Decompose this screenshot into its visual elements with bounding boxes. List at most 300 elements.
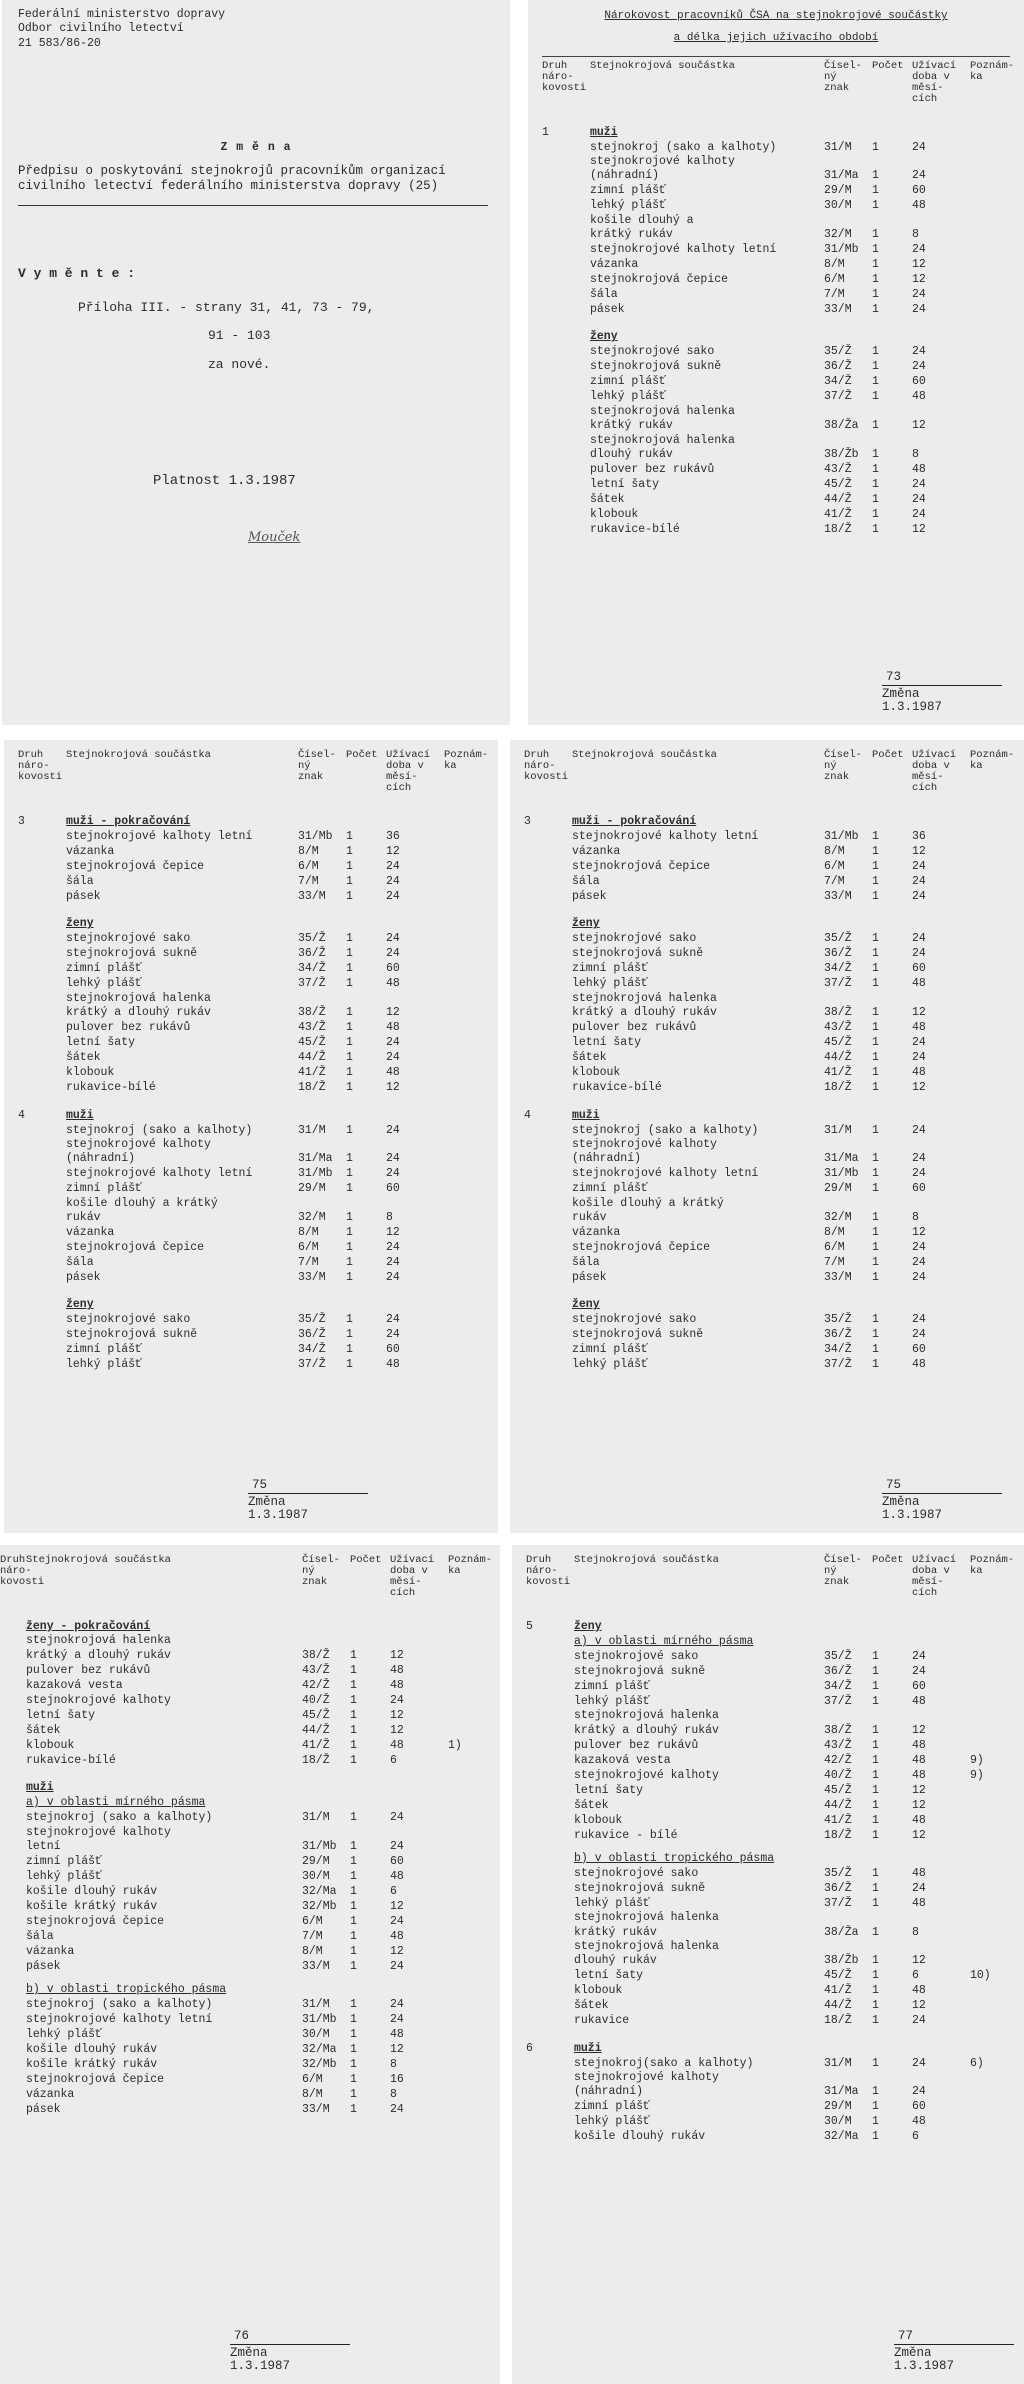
item-name: pásek	[66, 890, 101, 904]
item-period: 12	[912, 1828, 926, 1842]
header-note: Poznám- ka	[970, 1554, 1015, 1578]
item-period: 48	[912, 1753, 926, 1767]
table-row	[524, 1123, 1010, 1138]
header-period: Užívací doba v měsí- cích	[386, 749, 431, 795]
item-code: 37/Ž	[824, 1695, 852, 1709]
item-code: 37/Ž	[824, 390, 852, 404]
item-name: stejnokrojová halenka krátký a dlouhý rukáv	[574, 1709, 719, 1737]
item-count: 1	[872, 288, 879, 302]
item-period: 48	[390, 1738, 404, 1752]
item-name: stejnokrojové sako	[572, 932, 697, 946]
item-count: 1	[350, 1753, 357, 1767]
item-code: 6/M	[302, 1914, 323, 1928]
item-name: pásek	[26, 1959, 61, 1973]
table-body	[0, 1811, 488, 1975]
item-count: 1	[872, 303, 879, 317]
item-count: 1	[872, 875, 879, 889]
item-code: 45/Ž	[824, 1783, 852, 1797]
table-row	[526, 2115, 1010, 2130]
item-period: 48	[386, 977, 400, 991]
item-name: zimní plášť	[66, 962, 142, 976]
item-code: 38/Ža	[824, 1925, 859, 1939]
table-row	[18, 947, 484, 962]
item-count: 1	[872, 1081, 879, 1095]
table-row	[0, 1708, 488, 1723]
item-period: 60	[912, 1343, 926, 1357]
group-row	[524, 1293, 1010, 1312]
change-date: Změna 1.3.1987	[230, 2345, 291, 2374]
item-code: 42/Ž	[302, 1678, 330, 1692]
item-period: 24	[912, 345, 926, 359]
table-header	[526, 1554, 1015, 1600]
item-count: 1	[872, 199, 879, 213]
item-period: 24	[386, 1313, 400, 1327]
table-row	[524, 1343, 1010, 1358]
item-name: šátek	[572, 1051, 607, 1065]
item-code: 6/M	[824, 1241, 845, 1255]
item-period: 24	[912, 2085, 926, 2099]
subgroup-row	[526, 1851, 1010, 1866]
table-row	[0, 2057, 488, 2072]
item-code: 33/M	[298, 890, 326, 904]
item-period: 48	[912, 1695, 926, 1709]
table-row	[526, 1768, 1010, 1783]
table-row	[542, 492, 1010, 507]
druh-value: 5	[526, 1620, 533, 1634]
item-period: 24	[386, 860, 400, 874]
table-row	[18, 1197, 484, 1226]
table-row	[18, 1240, 484, 1255]
table-row	[526, 1999, 1010, 2014]
item-code: 37/Ž	[298, 977, 326, 991]
item-count: 1	[346, 1021, 353, 1035]
table-row	[526, 1649, 1010, 1664]
header-count: Počet	[350, 1554, 382, 1566]
item-name: zimní plášť	[572, 1182, 648, 1196]
item-code: 44/Ž	[824, 1798, 852, 1812]
item-code: 31/M	[824, 140, 852, 154]
item-period: 24	[912, 1881, 926, 1895]
item-count: 1	[350, 1854, 357, 1868]
item-name: košile dlouhý a krátký rukáv	[590, 213, 694, 242]
item-name: rukavice-bílé	[572, 1081, 662, 1095]
item-period: 60	[912, 184, 926, 198]
table-row	[524, 1328, 1010, 1343]
item-period: 24	[912, 875, 926, 889]
item-code: 7/M	[824, 288, 845, 302]
item-count: 1	[872, 1665, 879, 1679]
table-row	[526, 1664, 1010, 1679]
item-name: pulover bez rukávů	[572, 1021, 697, 1035]
item-count: 1	[872, 228, 879, 242]
item-code: 41/Ž	[824, 1066, 852, 1080]
table-row	[18, 977, 484, 992]
item-count: 1	[872, 345, 879, 359]
item-code: 18/Ž	[302, 1753, 330, 1767]
item-period: 36	[386, 830, 400, 844]
item-count: 1	[350, 2087, 357, 2101]
group-label: muži - pokračování	[66, 815, 191, 829]
druh-row	[524, 810, 1010, 829]
item-code: 32/Mb	[302, 2057, 337, 2071]
table-row	[18, 1036, 484, 1051]
item-name: šála	[572, 875, 600, 889]
item-period: 60	[386, 1343, 400, 1357]
item-name: vázanka	[26, 1944, 75, 1958]
header-period: Užívací doba v měsí- cích	[912, 749, 957, 795]
item-code: 29/M	[824, 1182, 852, 1196]
item-code: 44/Ž	[824, 492, 852, 506]
table-row	[0, 1663, 488, 1678]
item-name: stejnokrojová čepice	[26, 2072, 165, 2086]
item-code: 30/M	[824, 199, 852, 213]
item-period: 60	[912, 1182, 926, 1196]
item-period: 12	[912, 845, 926, 859]
item-code: 36/Ž	[824, 947, 852, 961]
item-name: stejnokrojové sako	[574, 1650, 699, 1664]
item-count: 1	[346, 1182, 353, 1196]
item-period: 48	[912, 1813, 926, 1827]
table-body	[542, 345, 1010, 538]
item-code: 33/M	[824, 1271, 852, 1285]
item-code: 31/Mb	[824, 830, 859, 844]
table-row	[542, 375, 1010, 390]
header-note: Poznám- ka	[448, 1554, 493, 1578]
item-code: 38/Ž	[824, 1006, 852, 1020]
item-period: 8	[912, 1211, 919, 1225]
item-count: 1	[872, 1680, 879, 1694]
item-code: 31/M	[824, 1123, 852, 1137]
druh-row	[18, 810, 484, 829]
item-name: stejnokrojové kalhoty letní	[66, 830, 253, 844]
item-count: 1	[872, 1036, 879, 1050]
item-code: 43/Ž	[302, 1663, 330, 1677]
item-name: stejnokrojová halenka krátký a dlouhý rukáv	[26, 1634, 171, 1662]
item-count: 1	[872, 522, 879, 536]
item-code: 18/Ž	[298, 1081, 326, 1095]
item-count: 1	[872, 1896, 879, 1910]
item-period: 24	[912, 1167, 926, 1181]
druh-row	[526, 2037, 1010, 2056]
item-period: 48	[386, 1358, 400, 1372]
item-count: 1	[872, 1226, 879, 1240]
item-count: 1	[872, 169, 879, 183]
item-code: 36/Ž	[824, 1328, 852, 1342]
item-period: 60	[912, 962, 926, 976]
table-row	[524, 1313, 1010, 1328]
item-code: 35/Ž	[824, 1866, 852, 1880]
item-count: 1	[346, 1006, 353, 1020]
item-code: 35/Ž	[298, 1313, 326, 1327]
table-body	[18, 1313, 484, 1373]
item-count: 1	[350, 2027, 357, 2041]
item-name: vázanka	[26, 2087, 75, 2101]
item-period: 48	[912, 390, 926, 404]
item-code: 8/M	[824, 1226, 845, 1240]
item-count: 1	[350, 2072, 357, 2086]
item-name: stejnokrojové kalhoty letní	[590, 243, 777, 257]
header-count: Počet	[872, 1554, 904, 1566]
item-name: stejnokrojová sukně	[590, 360, 722, 374]
item-period: 12	[912, 419, 926, 433]
item-code: 41/Ž	[298, 1066, 326, 1080]
item-period: 6	[912, 2130, 919, 2144]
page-73	[528, 0, 1024, 725]
item-period: 60	[386, 962, 400, 976]
table-row	[542, 242, 1010, 257]
item-name: košile dlouhý rukáv	[26, 1884, 158, 1898]
item-code: 31/Ma	[824, 1152, 859, 1166]
item-count: 1	[346, 1313, 353, 1327]
item-name: pásek	[572, 1271, 607, 1285]
item-count: 1	[872, 390, 879, 404]
item-count: 1	[346, 860, 353, 874]
table-row	[526, 1984, 1010, 1999]
item-code: 31/Mb	[302, 2012, 337, 2026]
item-period: 48	[390, 1929, 404, 1943]
table-row	[526, 1896, 1010, 1911]
item-name: lehký plášť	[66, 977, 142, 991]
item-name: zimní plášť	[572, 962, 648, 976]
item-name: stejnokrojová čepice	[26, 1914, 165, 1928]
table-row	[542, 477, 1010, 492]
table-row	[0, 1899, 488, 1914]
item-name: stejnokroj (sako a kalhoty)	[26, 1811, 213, 1825]
item-code: 32/M	[824, 1211, 852, 1225]
item-period: 24	[912, 1152, 926, 1166]
item-count: 1	[346, 1066, 353, 1080]
item-period: 12	[390, 1723, 404, 1737]
item-count: 1	[872, 2130, 879, 2144]
item-count: 1	[872, 477, 879, 491]
item-period: 48	[390, 1869, 404, 1883]
table-row	[18, 1167, 484, 1182]
item-code: 36/Ž	[298, 1328, 326, 1342]
table-row	[0, 2027, 488, 2042]
item-code: 18/Ž	[824, 522, 852, 536]
replace-label: V y m ě n t e :	[18, 265, 136, 281]
item-name: vázanka	[572, 845, 621, 859]
item-period: 48	[912, 977, 926, 991]
table-row	[542, 140, 1010, 155]
header-item: Stejnokrojová součástka	[590, 59, 735, 72]
item-period: 24	[390, 1959, 404, 1973]
item-count: 1	[346, 845, 353, 859]
item-count: 1	[346, 1167, 353, 1181]
table-row	[526, 1738, 1010, 1753]
item-period: 12	[912, 1999, 926, 2013]
item-period: 12	[386, 1081, 400, 1095]
table-row	[18, 1138, 484, 1167]
item-period: 24	[390, 1839, 404, 1853]
replace-line-2: 91 - 103	[208, 328, 271, 344]
table-body	[524, 1123, 1010, 1286]
item-period: 60	[912, 375, 926, 389]
table-row	[526, 1709, 1010, 1738]
item-period: 48	[912, 1066, 926, 1080]
item-period: 24	[386, 1152, 400, 1166]
item-count: 1	[346, 1152, 353, 1166]
item-name: letní šaty	[590, 477, 660, 491]
item-code: 33/M	[302, 2102, 330, 2116]
table-header	[524, 749, 1015, 795]
table-row	[526, 1911, 1010, 1940]
table-row	[0, 1693, 488, 1708]
table-row	[0, 1826, 488, 1855]
table-row	[524, 932, 1010, 947]
item-period: 48	[390, 2027, 404, 2041]
table-row	[542, 272, 1010, 287]
item-period: 12	[912, 1954, 926, 1968]
table-row	[526, 2130, 1010, 2145]
item-period: 12	[912, 1006, 926, 1020]
item-period: 12	[912, 258, 926, 272]
item-count: 1	[872, 962, 879, 976]
table-row	[18, 829, 484, 844]
item-count: 1	[346, 962, 353, 976]
item-code: 35/Ž	[824, 1650, 852, 1664]
druh-value: 6	[526, 2041, 533, 2055]
page-number: 75	[886, 1477, 902, 1492]
group-label: muži	[26, 1781, 54, 1795]
table-row	[18, 1182, 484, 1197]
item-period: 24	[912, 947, 926, 961]
item-count: 1	[872, 932, 879, 946]
header-note: Poznám- ka	[970, 749, 1015, 773]
table-row	[524, 962, 1010, 977]
item-code: 8/M	[302, 1944, 323, 1958]
item-name: letní šaty	[572, 1036, 642, 1050]
item-count: 1	[872, 140, 879, 154]
table-row	[524, 977, 1010, 992]
table-row	[542, 434, 1010, 463]
change-date: Změna 1.3.1987	[248, 1494, 309, 1523]
item-code: 44/Ž	[302, 1723, 330, 1737]
item-code: 32/Mb	[302, 1899, 337, 1913]
item-name: šátek	[66, 1051, 101, 1065]
reference-number: 21 583/86-20	[18, 36, 101, 50]
item-period: 24	[912, 360, 926, 374]
item-code: 31/Ma	[298, 1152, 333, 1166]
item-period: 6	[390, 1753, 397, 1767]
item-count: 1	[346, 1256, 353, 1270]
item-count: 1	[350, 1929, 357, 1943]
item-code: 32/Ma	[824, 2130, 859, 2144]
table-row	[526, 1969, 1010, 1984]
item-name: stejnokrojové kalhoty (náhradní)	[66, 1137, 211, 1166]
item-count: 1	[872, 1999, 879, 2013]
item-count: 1	[872, 1783, 879, 1797]
item-period: 24	[386, 1167, 400, 1181]
table-row	[18, 1021, 484, 1036]
table-row	[542, 287, 1010, 302]
item-name: stejnokrojová sukně	[66, 947, 198, 961]
table-row	[0, 1914, 488, 1929]
table-row	[524, 844, 1010, 859]
item-name: vázanka	[66, 845, 115, 859]
item-name: klobouk	[26, 1738, 75, 1752]
item-count: 1	[346, 875, 353, 889]
item-count: 1	[872, 1798, 879, 1812]
item-code: 45/Ž	[824, 477, 852, 491]
item-code: 38/Ž	[302, 1648, 330, 1662]
subgroup-label: b) v oblasti tropického pásma	[574, 1851, 775, 1865]
item-count: 1	[872, 375, 879, 389]
signature: Mouček	[248, 530, 301, 546]
table-row	[0, 1869, 488, 1884]
item-note: 9)	[970, 1753, 984, 1767]
item-period: 24	[390, 2012, 404, 2026]
item-code: 33/M	[824, 890, 852, 904]
group-label: ženy	[66, 1298, 94, 1312]
druh-value: 4	[18, 1108, 25, 1122]
item-code: 44/Ž	[298, 1051, 326, 1065]
page-number: 73	[886, 669, 902, 684]
item-name: vázanka	[66, 1226, 115, 1240]
item-period: 12	[390, 1899, 404, 1913]
item-code: 32/Ma	[302, 1884, 337, 1898]
item-code: 42/Ž	[824, 1753, 852, 1767]
item-period: 48	[912, 199, 926, 213]
item-count: 1	[872, 1738, 879, 1752]
table-row	[526, 1828, 1010, 1843]
item-code: 32/Ma	[302, 2042, 337, 2056]
table-row	[18, 889, 484, 904]
item-count: 1	[346, 1123, 353, 1137]
item-code: 31/M	[302, 1811, 330, 1825]
item-name: lehký plášť	[574, 1896, 650, 1910]
item-name: šála	[572, 1256, 600, 1270]
item-count: 1	[872, 1313, 879, 1327]
table-row	[0, 1884, 488, 1899]
item-period: 60	[912, 1680, 926, 1694]
page-title-1: Nárokovost pracovníků ČSA na stejnokrojové součástky	[604, 10, 948, 22]
item-code: 34/Ž	[824, 1680, 852, 1694]
table-body	[526, 1649, 1010, 1843]
table-row	[524, 1358, 1010, 1373]
item-name: stejnokrojová čepice	[590, 273, 729, 287]
item-name: letní šaty	[66, 1036, 136, 1050]
item-name: stejnokrojové sako	[574, 1866, 699, 1880]
table-row	[526, 1866, 1010, 1881]
table-body	[526, 1866, 1010, 2029]
item-count: 1	[872, 1828, 879, 1842]
item-period: 16	[390, 2072, 404, 2086]
item-count: 1	[346, 890, 353, 904]
item-name: stejnokroj(sako a kalhoty)	[574, 2056, 754, 2070]
table-body	[526, 2056, 1010, 2145]
group-row	[542, 325, 1010, 344]
item-period: 48	[912, 1866, 926, 1880]
item-count: 1	[350, 2042, 357, 2056]
table-body	[542, 140, 1010, 318]
item-code: 38/Ža	[824, 419, 859, 433]
table-row	[526, 1679, 1010, 1694]
item-count: 1	[872, 243, 879, 257]
item-period: 12	[912, 1783, 926, 1797]
item-period: 24	[912, 140, 926, 154]
item-count: 1	[346, 977, 353, 991]
item-period: 24	[390, 2102, 404, 2116]
header-count: Počet	[346, 749, 378, 761]
item-count: 1	[346, 1081, 353, 1095]
item-name: klobouk	[66, 1066, 115, 1080]
item-count: 1	[872, 1167, 879, 1181]
group-label: muži - pokračování	[572, 815, 697, 829]
item-name: zimní plášť	[66, 1182, 142, 1196]
item-code: 31/Mb	[298, 1167, 333, 1181]
item-name: pásek	[26, 2102, 61, 2116]
